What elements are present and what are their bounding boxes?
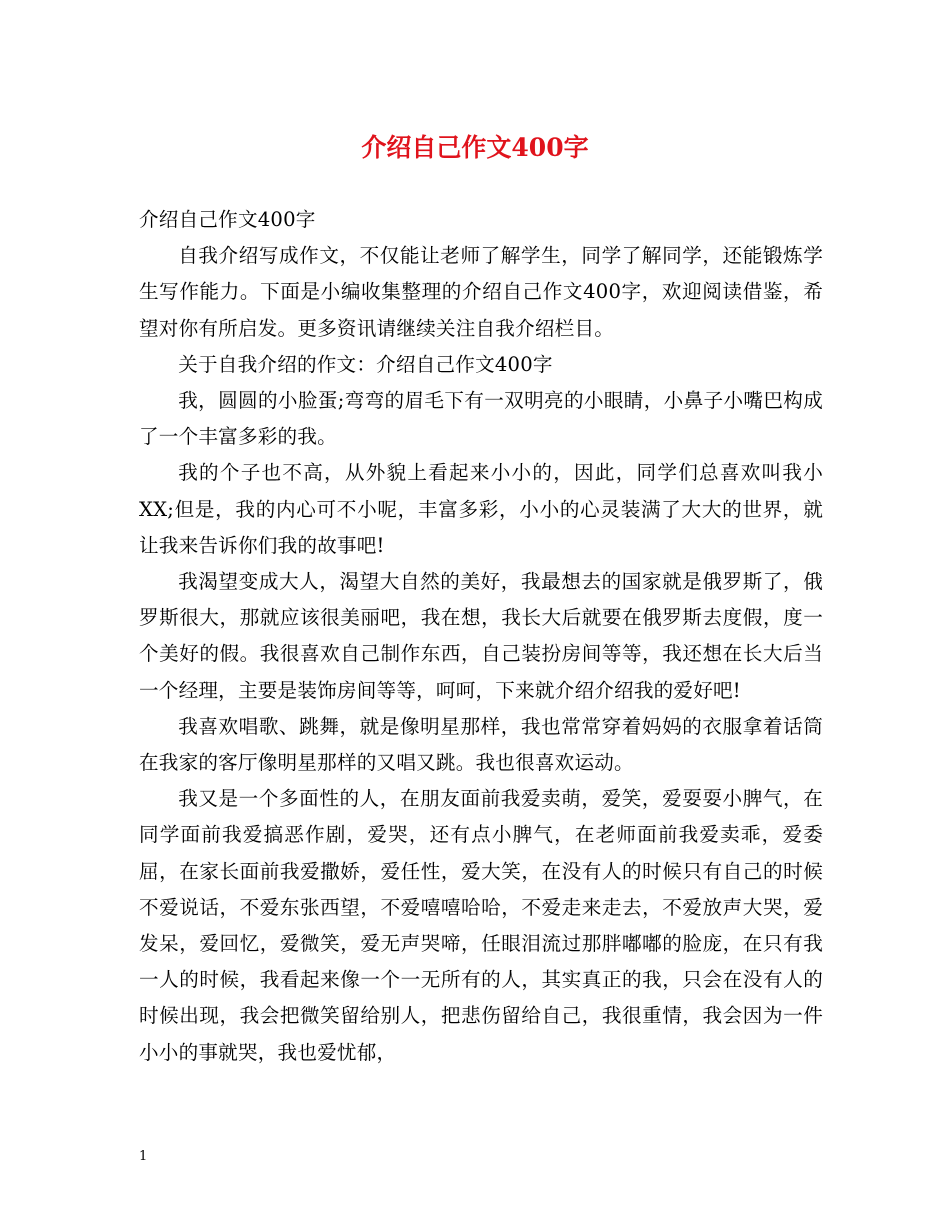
paragraph: 我渴望变成大人，渴望大自然的美好，我最想去的国家就是俄罗斯了，俄罗斯很大，那就应该很美丽吧，我在想，我长大后就要在俄罗斯去度假，度一个美好的假。我很喜欢自己制作东西，自己装扮房间等等，我还想在长大后当一个经理，主要是装饰房间等等，呵呵，下来就介绍介绍我的爱好吧! [139, 570, 823, 702]
paragraph: 我的个子也不高，从外貌上看起来小小的，因此，同学们总喜欢叫我小XX;但是，我的内心可不小呢，丰富多彩，小小的心灵装满了大大的世界，就让我来告诉你们我的故事吧! [139, 461, 823, 557]
page-number: 1 [139, 1149, 148, 1164]
document-title: 介绍自己作文400字 [361, 133, 589, 162]
paragraph-subtitle: 介绍自己作文400字 [139, 208, 316, 231]
paragraph: 我，圆圆的小脸蛋;弯弯的眉毛下有一双明亮的小眼睛，小鼻子小嘴巴构成了一个丰富多彩的我。 [139, 389, 823, 449]
document-body [139, 202, 823, 1071]
paragraph: 自我介绍写成作文，不仅能让老师了解学生，同学了解同学，还能锻炼学生写作能力。下面是小编收集整理的介绍自己作文400字，欢迎阅读借鉴，希望对你有所启发。更多资讯请继续关注自我介绍栏目。 [139, 244, 823, 340]
paragraph: 关于自我介绍的作文：介绍自己作文400字 [178, 352, 553, 376]
paragraph: 我又是一个多面性的人，在朋友面前我爱卖萌，爱笑，爱耍耍小脾气，在同学面前我爱搞恶作剧，爱哭，还有点小脾气，在老师面前我爱卖乖，爱委屈，在家长面前我爱撒娇，爱任性，爱大笑，在没有人的时候只有自己的时候不爱说话，不爱东张西望，不爱嘻嘻哈哈，不爱走来走去，不爱放声大哭，爱发呆，爱回忆，爱微笑，爱无声哭啼，任眼泪流过那胖嘟嘟的脸庞，在只有我一人的时候，我看起来像一个一无所有的人，其实真正的我，只会在没有人的时候出现，我会把微笑留给别人，把悲伤留给自己，我很重情，我会因为一件小小的事就哭，我也爱忧郁， [139, 787, 823, 1064]
paragraph: 我喜欢唱歌、跳舞，就是像明星那样，我也常常穿着妈妈的衣服拿着话筒在我家的客厅像明星那样的又唱又跳。我也很喜欢运动。 [139, 714, 823, 775]
